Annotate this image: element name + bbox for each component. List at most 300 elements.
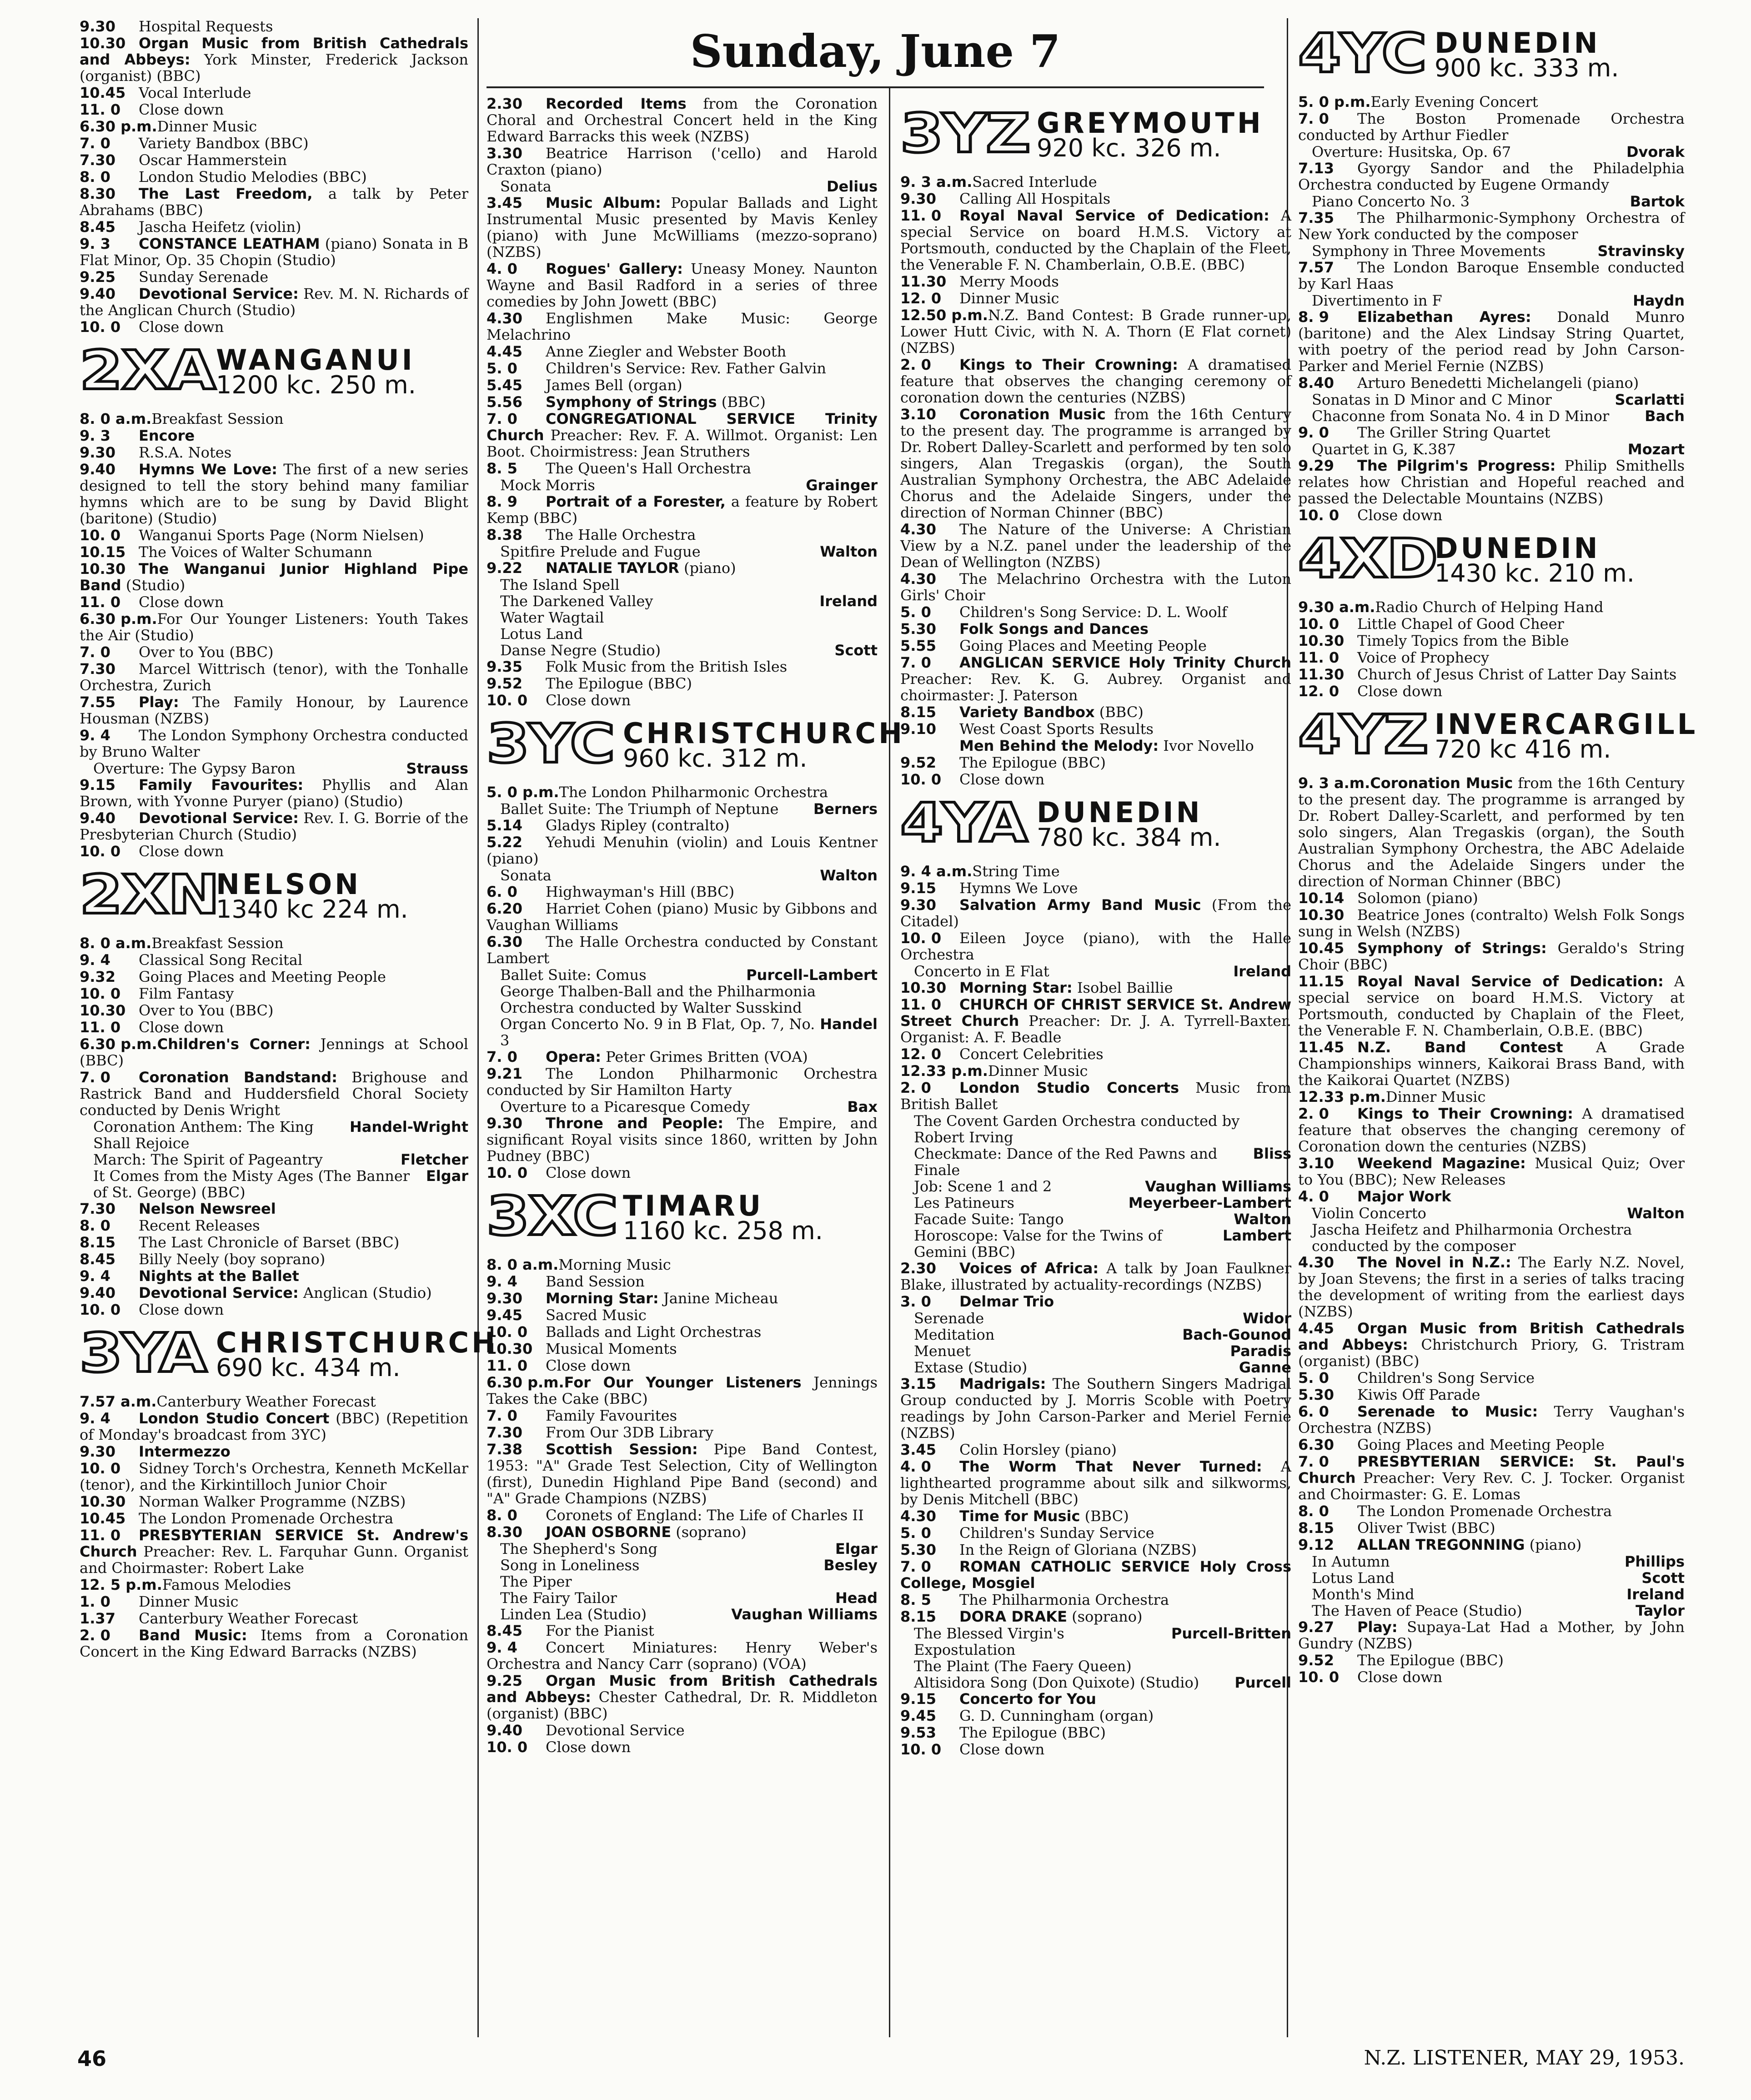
- entry-time: 9. 0: [1298, 424, 1329, 441]
- schedule-entry: [1298, 649, 1685, 666]
- entry-time: 8.15: [80, 1234, 115, 1251]
- entry-text: A dramatised feature that observes the changing ceremony of coronation down the centuries (NZBS): [900, 356, 1291, 406]
- programme-item: [900, 963, 1291, 980]
- composer: Scott: [1641, 1569, 1685, 1587]
- entry-text: Kiwis Off Parade: [1357, 1386, 1480, 1403]
- entry-time: 10. 0: [1298, 615, 1340, 633]
- item-title: Overture to a Picaresque Comedy: [500, 1098, 750, 1115]
- entry-heading: Hymns We Love:: [139, 461, 277, 478]
- entry-text: Anglican (Studio): [303, 1284, 432, 1301]
- entry-time: 9.10: [900, 720, 936, 738]
- item-title: Organ Concerto No. 9 in B Flat, Op. 7, No. 3: [500, 1015, 815, 1049]
- schedule-entry: [80, 411, 468, 427]
- schedule-entry: [80, 1234, 468, 1251]
- schedule-entry: [487, 1324, 878, 1340]
- entry-text: Folk Music from the British Isles: [546, 658, 788, 675]
- entry-time: 7. 0: [487, 410, 517, 427]
- entry-text: The Epilogue (BBC): [546, 675, 692, 692]
- entry-time: 10.30: [80, 35, 126, 52]
- entry-text: Going Places and Meeting People: [1357, 1436, 1605, 1453]
- schedule-entry: [487, 360, 878, 377]
- entry-time: 5. 0 p.m.: [487, 784, 559, 801]
- entry-text: The Halle Orchestra conducted by Constant Lambert: [487, 933, 878, 967]
- schedule-entry: [900, 273, 1291, 290]
- schedule-entry: [487, 343, 878, 360]
- entry-time: 9.40: [80, 809, 115, 827]
- item-title: Menuet: [914, 1342, 971, 1360]
- schedule-entry: [900, 754, 1291, 771]
- entry-time: 8. 5: [487, 460, 517, 477]
- schedule-entry: [487, 1049, 878, 1065]
- entry-time: 8. 9: [1298, 308, 1329, 326]
- entry-time: 8. 0 a.m.: [80, 934, 152, 952]
- schedule-entry: [487, 1623, 878, 1639]
- programme-item: [1298, 441, 1685, 457]
- schedule-entry: [1298, 1503, 1685, 1519]
- schedule-entry: [900, 880, 1291, 896]
- station-frequency: 690 kc. 434 m.: [216, 1353, 401, 1382]
- entry-text: Dinner Music: [988, 1062, 1088, 1080]
- entry-heading: Morning Star:: [546, 1290, 659, 1307]
- composer: Mozart: [1627, 441, 1685, 458]
- entry-time: 8. 5: [900, 1591, 931, 1608]
- item-title: Facade Suite: Tango: [914, 1211, 1064, 1228]
- item-title: Checkmate: Dance of the Red Pawns and Finale: [914, 1145, 1218, 1179]
- entry-heading: Coronation Bandstand:: [139, 1069, 337, 1086]
- item-title: Linden Lea (Studio): [500, 1606, 647, 1623]
- entry-heading: Play:: [1357, 1618, 1398, 1636]
- entry-text: Music from British Ballet: [900, 1079, 1291, 1113]
- entry-text: Supaya-Lat Had a Mother, by John Gundry (NZBS): [1298, 1618, 1685, 1652]
- schedule-entry: [487, 1739, 878, 1755]
- entry-text: Preacher: Rev. L. Farquhar Gunn. Organist and Choirmaster: Robert Lake: [80, 1543, 469, 1577]
- entry-time: 3.10: [900, 406, 936, 423]
- composer: Bach: [1645, 407, 1685, 425]
- composer: Grainger: [806, 477, 878, 494]
- station-callsign: 3YA: [80, 1321, 206, 1384]
- entry-text: Close down: [959, 771, 1045, 788]
- entry-time: 5.55: [900, 637, 936, 654]
- schedule-entry: [1298, 616, 1685, 632]
- entry-heading: Kings to Their Crowning:: [1357, 1105, 1573, 1122]
- schedule-entry: [1298, 1254, 1685, 1320]
- entry-time: 9.35: [487, 658, 522, 675]
- entry-text: from the 16th Century to the present day. The programme is arranged by Dr. Robert Dalley-Scarlett, and performed by ten solo singers, Alan Tregaskis (organ), the South Australian Symphony Orchestra, the ABC Adelaide Chorus and the Adelaide Singers under the direction of Norman Chinner (BBC): [1298, 774, 1685, 890]
- entry-text: A special Service on board H.M.S. Victory at Portsmouth, conducted by the Chaplain of the Fleet, the Venerable F. N. Chamberlain, O.B.E. (BBC): [900, 207, 1291, 273]
- schedule-entry: [1298, 1089, 1685, 1105]
- entry-text: The London Baroque Ensemble conducted by Karl Haas: [1298, 259, 1685, 292]
- schedule-entry: [900, 771, 1291, 788]
- schedule-entry: [900, 1525, 1291, 1541]
- entry-heading: Intermezzo: [139, 1443, 231, 1460]
- entry-heading: The Wanganui Junior Highland Pipe Band: [80, 560, 468, 594]
- schedule-entry: [487, 377, 878, 393]
- entry-heading: Recorded Items: [546, 95, 687, 112]
- entry-text: Oliver Twist (BBC): [1357, 1519, 1495, 1537]
- entry-text: Early Evening Concert: [1370, 93, 1538, 111]
- entry-text: Christchurch Priory, G. Tristram (organist) (BBC): [1298, 1336, 1685, 1370]
- programme-item: [900, 1211, 1291, 1227]
- entry-heading: CONSTANCE LEATHAM: [139, 235, 320, 252]
- entry-text: (soprano): [676, 1523, 747, 1541]
- entry-time: 8. 0: [1298, 1502, 1329, 1520]
- schedule-entry: [900, 1592, 1291, 1608]
- programme-item: [900, 1178, 1291, 1195]
- entry-text: Close down: [139, 593, 224, 611]
- entry-text: The Southern Singers Madrigal Group conducted by J. Morris Scoble with Poetry readings by John Carson-Parker and Meriel Fernie (NZBS): [900, 1375, 1292, 1442]
- entry-time: 10.14: [1298, 889, 1345, 907]
- schedule-entry: [1298, 599, 1685, 615]
- entry-heading: London Studio Concerts: [959, 1079, 1179, 1096]
- schedule-entry: [1298, 633, 1685, 649]
- entry-time: 3.15: [900, 1375, 936, 1392]
- entry-text: Sacred Interlude: [972, 173, 1097, 191]
- item-title: The Island Spell: [500, 576, 620, 593]
- entry-time: 9. 4: [487, 1273, 517, 1290]
- schedule-entry: [900, 1293, 1291, 1310]
- entry-text: (BBC): [1084, 1507, 1129, 1525]
- schedule-entry: [900, 174, 1291, 190]
- schedule-entry: [1298, 457, 1685, 507]
- entry-text: Preacher: Rev. K. G. Aubrey. Organist and choirmaster: J. Paterson: [900, 670, 1291, 704]
- entry-time: 7.38: [487, 1441, 522, 1458]
- schedule-entry: [80, 561, 468, 593]
- programme-item: [1298, 144, 1685, 160]
- entry-text: The London Promenade Orchestra: [139, 1510, 394, 1527]
- schedule-entry: [900, 1458, 1291, 1507]
- entry-time: 8. 0 a.m.: [487, 1256, 559, 1273]
- entry-text: Gladys Ripley (contralto): [546, 817, 730, 834]
- entry-text: Uneasy Money. Naunton Wayne and Basil Radford in a series of three comedies by John Jowett (BBC): [487, 260, 878, 310]
- entry-text: Close down: [959, 1741, 1045, 1758]
- entry-time: 10. 0: [487, 692, 528, 709]
- schedule-entry: [487, 1165, 878, 1181]
- entry-text: Canterbury Weather Forecast: [156, 1393, 376, 1410]
- entry-time: 5. 0: [487, 360, 517, 377]
- entry-text: The Queen's Hall Orchestra: [546, 460, 752, 477]
- item-title: Mock Morris: [500, 477, 595, 494]
- schedule-entry: [487, 1722, 878, 1738]
- entry-text: a feature by Robert Kemp (BBC): [487, 493, 878, 527]
- entry-time: 10.30: [487, 1340, 533, 1357]
- entry-time: 9. 3 a.m.: [1298, 774, 1370, 792]
- schedule-entry: [80, 544, 468, 560]
- schedule-entry: [80, 444, 468, 461]
- entry-text: Close down: [546, 1164, 631, 1181]
- entry-time: 9. 4: [80, 1410, 110, 1427]
- entry-text: From Our 3DB Library: [546, 1424, 714, 1441]
- composer: Paradis: [1230, 1342, 1291, 1360]
- entry-time: 9.30: [80, 1443, 115, 1460]
- schedule-entry: [900, 1442, 1291, 1458]
- schedule-entry: [80, 1593, 468, 1610]
- entry-text: Hospital Requests: [139, 18, 273, 35]
- entry-text: A special service on board H.M.S. Victory at Portsmouth, conducted by Chaplain of the Fleet, the Venerable F. N. Chamberlain, O.B.E. (BBC): [1298, 973, 1685, 1039]
- entry-text: Close down: [139, 1301, 224, 1318]
- station-callsign: 3YZ: [900, 102, 1030, 165]
- entry-time: 7. 0: [80, 643, 110, 661]
- station-header: [900, 102, 1291, 165]
- entry-heading: Throne and People:: [546, 1115, 723, 1132]
- entry-time: 11.45: [1298, 1039, 1345, 1056]
- composer: Delius: [826, 178, 878, 195]
- entry-heading: Portrait of a Forester,: [546, 493, 726, 510]
- composer: Walton: [820, 867, 878, 884]
- entry-time: 3.10: [1298, 1155, 1334, 1172]
- entry-heading: The Last Freedom,: [139, 185, 313, 202]
- entry-text: Devotional Service: [546, 1722, 685, 1739]
- entry-time: 9.45: [487, 1306, 522, 1324]
- entry-text: (soprano): [1072, 1608, 1143, 1625]
- entry-heading: ALLAN TREGONNING: [1357, 1536, 1525, 1553]
- schedule-entry: [487, 1290, 878, 1306]
- station-frequency: 1200 kc. 250 m.: [216, 371, 416, 399]
- station-city: NELSON: [216, 868, 361, 901]
- entry-text: Timely Topics from the Bible: [1357, 632, 1569, 649]
- entry-text: Terry Vaughan's Orchestra (NZBS): [1298, 1403, 1685, 1437]
- programme-item: [487, 1016, 878, 1049]
- programme-item: [487, 577, 878, 593]
- schedule-entry: [1298, 259, 1685, 292]
- entry-time: 12. 0: [1298, 683, 1340, 700]
- station-header: [80, 863, 468, 926]
- entry-text: Solomon (piano): [1357, 889, 1478, 907]
- entry-heading: Delmar Trio: [959, 1293, 1054, 1310]
- entry-text: Wanganui Sports Page (Norm Nielsen): [139, 527, 424, 544]
- schedule-entry: [900, 1691, 1291, 1707]
- schedule-entry: [487, 1507, 878, 1523]
- station-header: [900, 791, 1291, 854]
- schedule-entry: [80, 969, 468, 985]
- entry-heading: Elizabethan Ayres:: [1357, 308, 1531, 326]
- entry-time: 9. 3: [80, 235, 110, 252]
- station-city: DUNEDIN: [1435, 26, 1600, 60]
- composer: Phillips: [1624, 1553, 1685, 1570]
- entry-time: 3.45: [900, 1441, 936, 1458]
- entry-time: 7. 0: [900, 654, 931, 671]
- entry-time: 9.27: [1298, 1618, 1334, 1636]
- programme-item: [1298, 1603, 1685, 1619]
- entry-text: Close down: [139, 101, 224, 118]
- entry-time: 8. 0: [487, 1507, 517, 1524]
- entry-text: James Bell (organ): [546, 377, 682, 394]
- schedule-entry: [487, 1524, 878, 1540]
- schedule-entry: [80, 644, 468, 660]
- entry-text: Anne Ziegler and Webster Booth: [546, 343, 787, 360]
- schedule-entry: [487, 460, 878, 477]
- item-title: Month's Mind: [1312, 1586, 1415, 1603]
- schedule-entry: [1298, 907, 1685, 939]
- programme-item: [80, 760, 468, 777]
- entry-time: 12. 5 p.m.: [80, 1576, 162, 1593]
- entry-heading: Voices of Africa:: [959, 1260, 1099, 1277]
- column-4: [1298, 18, 1698, 1686]
- entry-time: 5.45: [487, 377, 522, 394]
- schedule-entry: [80, 727, 468, 760]
- entry-time: 9.12: [1298, 1536, 1334, 1553]
- entry-time: 6.20: [487, 900, 522, 917]
- entry-heading: Nelson Newsreel: [139, 1200, 276, 1217]
- entry-time: 4. 0: [487, 260, 517, 277]
- entry-text: Breakfast Session: [151, 410, 284, 427]
- entry-time: 10.30: [80, 1002, 126, 1019]
- item-title: Altisidora Song (Don Quixote) (Studio): [914, 1674, 1199, 1691]
- entry-time: 10. 0: [487, 1323, 528, 1341]
- entry-time: 12.33 p.m.: [1298, 1088, 1386, 1105]
- entry-time: 10. 0: [1298, 507, 1340, 524]
- entry-time: 5. 0: [1298, 1369, 1329, 1387]
- entry-time: 9.40: [487, 1722, 522, 1739]
- entry-time: 5. 0: [900, 603, 931, 621]
- schedule-entry: [80, 985, 468, 1002]
- station-header: [487, 1185, 878, 1247]
- entry-time: 11. 0: [80, 101, 121, 118]
- schedule-entry: [487, 1065, 878, 1098]
- entry-time: 7.55: [80, 693, 115, 711]
- schedule-entry: [900, 571, 1291, 603]
- entry-heading: Variety Bandbox: [959, 703, 1095, 721]
- schedule-entry: [80, 935, 468, 951]
- entry-time: 4. 0: [900, 1458, 931, 1475]
- entry-time: 8.45: [80, 1251, 115, 1268]
- composer: Vaughan Williams: [1145, 1178, 1291, 1195]
- schedule-entry: [80, 952, 468, 968]
- schedule-entry: [900, 1741, 1291, 1758]
- entry-text: Voice of Prophecy: [1357, 649, 1490, 666]
- item-title: Violin Concerto: [1312, 1205, 1426, 1222]
- entry-heading: Band Music:: [139, 1627, 247, 1644]
- entry-time: 9.25: [487, 1672, 522, 1689]
- entry-heading: The Worm That Never Turned:: [959, 1458, 1262, 1475]
- entry-time: 7.13: [1298, 160, 1334, 177]
- entry-time: 4.30: [900, 521, 936, 538]
- entry-text: Breakfast Session: [151, 934, 284, 952]
- schedule-entry: [487, 784, 878, 800]
- entry-heading: PRESBYTERIAN SERVICE: St. Paul's Church: [1298, 1453, 1685, 1487]
- entry-text: Classical Song Recital: [139, 951, 303, 969]
- programme-item: [900, 1625, 1291, 1658]
- entry-heading: Music Album:: [546, 194, 661, 211]
- entry-text: R.S.A. Notes: [139, 444, 232, 461]
- entry-heading: Organ Music from British Cathedrals and Abbeys:: [80, 35, 468, 68]
- entry-heading: JOAN OSBORNE: [546, 1523, 672, 1541]
- schedule-entry: [487, 934, 878, 966]
- station-callsign: 4XD: [1298, 527, 1437, 590]
- schedule-entry: [487, 95, 878, 145]
- item-title: Song in Loneliness: [500, 1557, 640, 1574]
- entry-text: York Minster, Frederick Jackson (organist) (BBC): [80, 51, 469, 85]
- entry-time: 9.22: [487, 559, 522, 577]
- entry-text: (From the Citadel): [900, 896, 1292, 930]
- entry-time: 7. 0: [80, 1069, 110, 1086]
- station-callsign: 4YZ: [1298, 703, 1428, 766]
- column-rule-1: [477, 18, 479, 2037]
- entry-text: The Last Chronicle of Barset (BBC): [139, 1234, 400, 1251]
- station-frequency: 1340 kc 224 m.: [216, 895, 408, 924]
- masthead: Sunday, June 7: [690, 25, 1061, 78]
- entry-text: Church of Jesus Christ of Latter Day Saints: [1357, 666, 1677, 683]
- schedule-entry: [80, 18, 468, 35]
- composer: Haydn: [1633, 292, 1685, 309]
- schedule-entry: [900, 897, 1291, 929]
- composer: Fletcher: [400, 1151, 468, 1168]
- schedule-entry: [80, 1527, 468, 1576]
- entry-time: 9. 3: [80, 427, 110, 444]
- entry-text: Marcel Wittrisch (tenor), with the Tonhalle Orchestra, Zurich: [80, 660, 468, 694]
- entry-heading: Salvation Army Band Music: [959, 896, 1201, 914]
- entry-text: Dinner Music: [1385, 1088, 1486, 1105]
- entry-text: Band Session: [546, 1273, 645, 1290]
- entry-text: The Epilogue (BBC): [959, 1724, 1106, 1741]
- entry-text: (BBC): [721, 393, 766, 411]
- schedule-entry: [80, 101, 468, 118]
- entry-time: 8. 0: [80, 1217, 110, 1234]
- schedule-entry: [80, 1268, 468, 1284]
- schedule-entry: [1298, 683, 1685, 699]
- schedule-entry: [1298, 1537, 1685, 1553]
- entry-time: 6.30 p.m.: [80, 1035, 157, 1053]
- entry-time: 8.30: [487, 1523, 522, 1541]
- schedule-entry: [487, 1307, 878, 1323]
- programme-item: [487, 983, 878, 1016]
- programme-item: [487, 609, 878, 626]
- composer: Ireland: [819, 593, 878, 610]
- item-title: Piano Concerto No. 3: [1312, 193, 1470, 210]
- schedule-entry: [80, 1393, 468, 1410]
- entry-text: Gyorgy Sandor and the Philadelphia Orchestra conducted by Eugene Ormandy: [1298, 160, 1685, 193]
- entry-text: Radio Church of Helping Hand: [1375, 598, 1604, 616]
- item-title: Quartet in G, K.387: [1312, 441, 1456, 458]
- entry-text: The first of a new series designed to tell the story behind many familiar hymns which are to be sung by David Blight (baritone) (Studio): [80, 461, 469, 527]
- station-frequency: 720 kc 416 m.: [1435, 735, 1611, 764]
- entry-time: 9.30: [900, 190, 936, 207]
- entry-text: Rev. M. N. Richards of the Anglican Church (Studio): [80, 285, 469, 319]
- entry-time: 9.21: [487, 1065, 522, 1082]
- entry-time: 2.30: [900, 1260, 936, 1277]
- schedule-entry: [80, 169, 468, 185]
- schedule-entry: [1298, 1039, 1685, 1088]
- entry-text: Children's Song Service: D. L. Woolf: [959, 603, 1227, 621]
- schedule-entry: [80, 843, 468, 859]
- station-city: DUNEDIN: [1037, 796, 1203, 829]
- item-title: Les Patineurs: [914, 1194, 1014, 1211]
- entry-time: 10. 0: [80, 318, 121, 336]
- schedule-entry: [1298, 1520, 1685, 1536]
- entry-heading: Kings to Their Crowning:: [959, 356, 1178, 373]
- schedule-entry: [900, 191, 1291, 207]
- schedule-entry: [487, 1115, 878, 1164]
- item-title: Meditation: [914, 1326, 995, 1343]
- schedule-entry: [80, 1036, 468, 1069]
- schedule-entry: [80, 118, 468, 135]
- schedule-entry: [80, 594, 468, 610]
- entry-time: 9. 4: [80, 951, 110, 969]
- schedule-entry: [1298, 666, 1685, 683]
- entry-time: 9. 4: [80, 1267, 110, 1285]
- schedule-entry: [1298, 1370, 1685, 1386]
- entry-heading: The Pilgrim's Progress:: [1357, 457, 1556, 474]
- composer: Scott: [834, 642, 878, 659]
- entry-time: 11. 0: [900, 207, 942, 224]
- entry-time: 10.15: [80, 543, 126, 561]
- entry-text: Over to You (BBC): [139, 1002, 274, 1019]
- entry-time: 6.30: [487, 933, 522, 950]
- entry-text: Close down: [139, 843, 224, 860]
- schedule-entry: [80, 269, 468, 285]
- schedule-entry: [900, 406, 1291, 521]
- schedule-entry: [80, 186, 468, 218]
- entry-time: 8.30: [80, 185, 115, 202]
